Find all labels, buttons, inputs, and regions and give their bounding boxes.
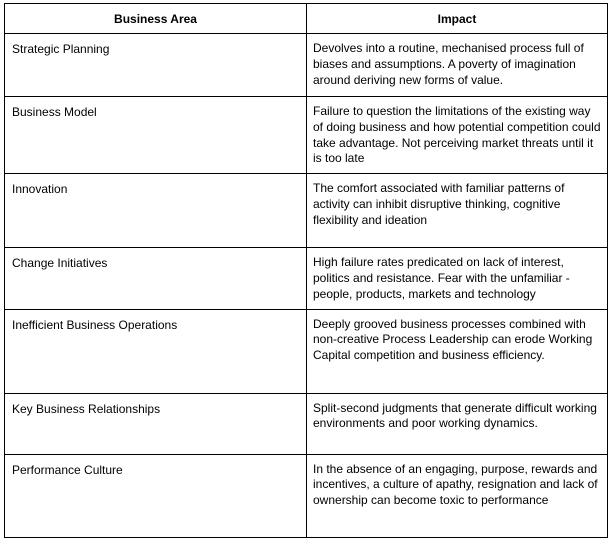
business-impact-table bbox=[4, 3, 608, 538]
header-row bbox=[5, 4, 608, 34]
table-row bbox=[5, 454, 608, 537]
impact-cell: In the absence of an engaging, purpose, rewards and incentives, a culture of apathy, resignation and lack of ownership can become toxic to performance bbox=[307, 454, 608, 537]
table-row bbox=[5, 309, 608, 393]
business-area-cell: Performance Culture bbox=[5, 454, 307, 537]
impact-cell: Failure to question the limitations of the existing way of doing business and how potential competition could take advantage. Not perceiving market threats until it is too late bbox=[307, 97, 608, 174]
header-business-area: Business Area bbox=[5, 4, 307, 34]
header-impact: Impact bbox=[307, 4, 608, 34]
table-row bbox=[5, 34, 608, 97]
business-area-cell: Innovation bbox=[5, 174, 307, 248]
impact-cell: The comfort associated with familiar patterns of activity can inhibit disruptive thinking, cognitive flexibility and ideation bbox=[307, 174, 608, 248]
table-row bbox=[5, 174, 608, 248]
business-area-cell: Key Business Relationships bbox=[5, 393, 307, 454]
table-row bbox=[5, 248, 608, 309]
table-row bbox=[5, 97, 608, 174]
impact-cell: Devolves into a routine, mechanised process full of biases and assumptions. A poverty of imagination around deriving new forms of value. bbox=[307, 34, 608, 97]
table-row bbox=[5, 393, 608, 454]
business-area-cell: Inefficient Business Operations bbox=[5, 309, 307, 393]
impact-cell: High failure rates predicated on lack of interest, politics and resistance. Fear with the unfamiliar - people, products, markets and technology bbox=[307, 248, 608, 309]
impact-cell: Split-second judgments that generate difficult working environments and poor working dynamics. bbox=[307, 393, 608, 454]
business-area-cell: Strategic Planning bbox=[5, 34, 307, 97]
business-area-cell: Business Model bbox=[5, 97, 307, 174]
business-area-cell: Change Initiatives bbox=[5, 248, 307, 309]
impact-cell: Deeply grooved business processes combined with non-creative Process Leadership can erode Working Capital competition and business efficiency. bbox=[307, 309, 608, 393]
